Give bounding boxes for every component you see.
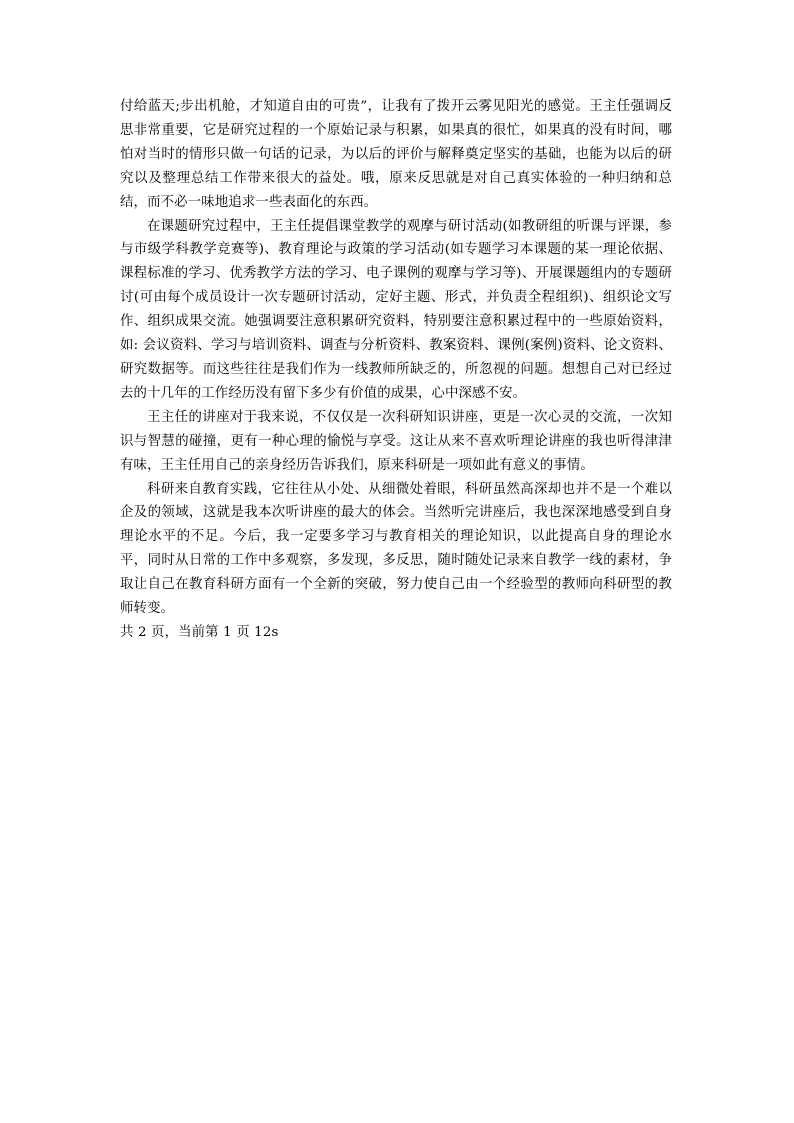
page-footer: 共 2 页，当前第 1 页 12s xyxy=(120,624,279,640)
document-page xyxy=(120,95,672,645)
paragraph-4: 科研来自教育实践，它往往从小处、从细微处着眼，科研虽然高深却也并不是一个难以企及的领域，这就是我本次听讲座的最大的体会。当然听完讲座后，我也深深地感受到自身理论水平的不足。今后，我一定要多学习与教育相关的理论知识，以此提高自身的理论水平，同时从日常的工作中多观察，多发现，多反思，随时随处记录来自教学一线的素材，争取让自己在教育科研方面有一个全新的突破，努力使自己由一个经验型的教师向科研型的教师转变。 xyxy=(120,481,672,617)
paragraph-2: 在课题研究过程中，王主任提倡课堂教学的观摩与研讨活动(如教研组的听课与评课，参与市级学科教学竞赛等)、教育理论与政策的学习活动(如专题学习本课题的某一理论依据、课程标准的学习、优秀教学方法的学习、电子课例的观摩与学习等)、开展课题组内的专题研讨(可由每个成员设计一次专题研讨活动，定好主题、形式，并负责全程组织)、组织论文写作、组织成果交流。她强调要注意积累研究资料，特别要注意积累过程中的一些原始资料，如: 会议资料、学习与培训资料、调查与分析资料、教案资料、课例(案例)资料、论文资料、研究数据等。而这些往往是我们作为一线教师所缺乏的，所忽视的问题。想想自己对已经过去的十几年的工作经历没有留下多少有价值的成果，心中深感不安。 xyxy=(120,218,672,401)
paragraph-1: 付给蓝天;步出机舱，才知道自由的可贵”，让我有了拨开云雾见阳光的感觉。王主任强调反思非常重要，它是研究过程的一个原始记录与积累，如果真的很忙，如果真的没有时间，哪怕对当时的情形只做一句话的记录，为以后的评价与解释奠定坚实的基础，也能为以后的研究以及整理总结工作带来很大的益处。哦，原来反思就是对自己真实体验的一种归纳和总结，而不必一味地追求一些表面化的东西。 xyxy=(120,99,672,210)
paragraph-3: 王主任的讲座对于我来说，不仅仅是一次科研知识讲座，更是一次心灵的交流，一次知识与智慧的碰撞，更有一种心理的愉悦与享受。这让从来不喜欢听理论讲座的我也听得津津有味，王主任用自己的亲身经历告诉我们，原来科研是一项如此有意义的事情。 xyxy=(120,409,672,473)
